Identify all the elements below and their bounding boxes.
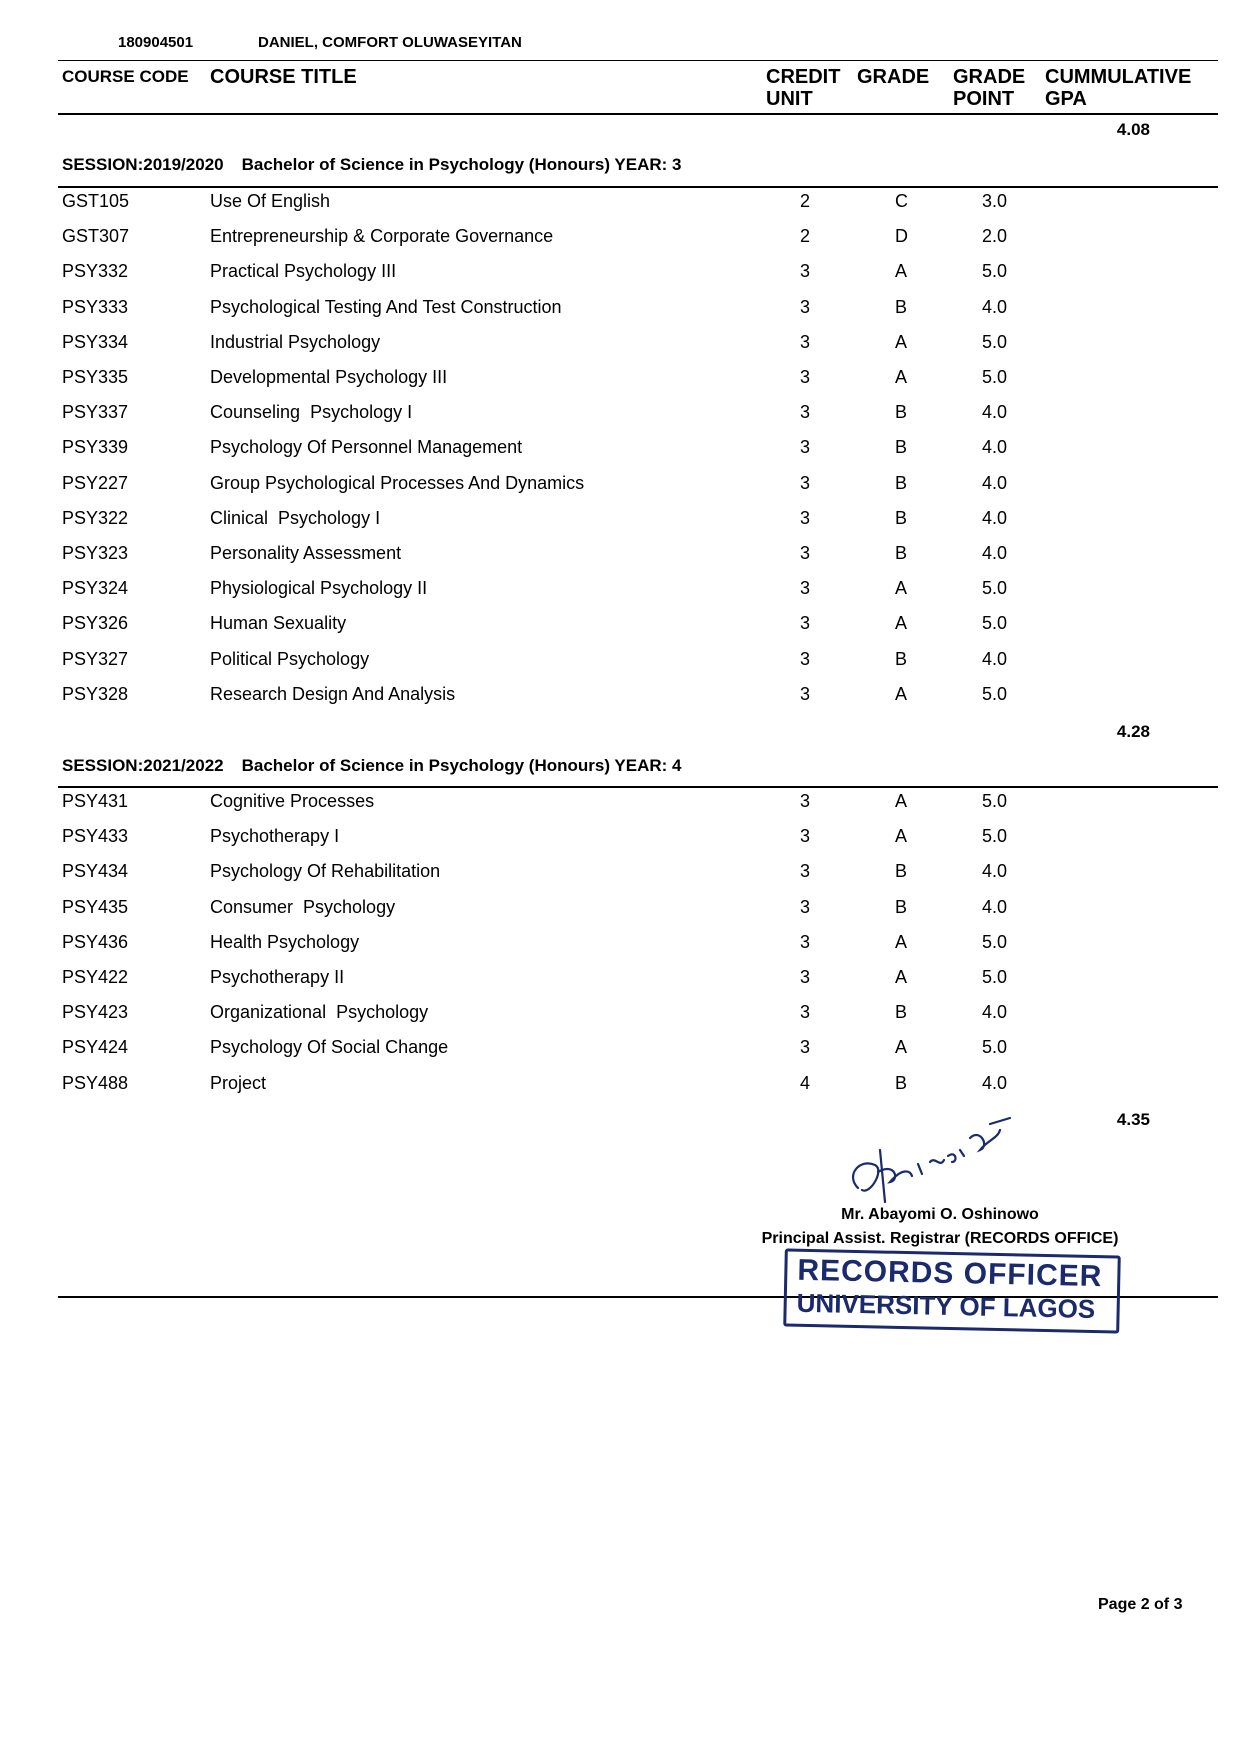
credit-unit: 3 bbox=[800, 367, 811, 387]
col-grade-point bbox=[953, 66, 1025, 110]
col-credit-line1: CREDIT bbox=[766, 66, 841, 88]
grade-point: 5.0 bbox=[982, 367, 1008, 387]
course-grade: B bbox=[895, 896, 908, 917]
course-title: Health Psychology bbox=[210, 931, 360, 952]
session-1-cgpa: 4.28 bbox=[1116, 722, 1150, 741]
course-row bbox=[0, 684, 1240, 712]
credit-unit: 3 bbox=[800, 296, 811, 317]
course-code: PSY424 bbox=[62, 1037, 129, 1058]
session-heading bbox=[62, 155, 682, 175]
course-code: PSY423 bbox=[62, 1002, 129, 1023]
credit-unit: 3 bbox=[800, 543, 811, 563]
course-title: Project bbox=[210, 1072, 267, 1093]
col-point-line2: POINT bbox=[953, 88, 1015, 110]
course-grade: B bbox=[895, 543, 908, 563]
signatory-name: Mr. Abayomi O. Oshinowo bbox=[841, 1206, 1039, 1223]
col-cgpa-line2: GPA bbox=[1045, 88, 1087, 110]
session-rule bbox=[58, 186, 1218, 188]
course-grade: A bbox=[895, 367, 908, 387]
course-code: PSY431 bbox=[62, 791, 129, 811]
col-course-title: COURSE TITLE bbox=[210, 66, 357, 88]
course-code: PSY334 bbox=[62, 331, 129, 352]
course-grade: A bbox=[895, 931, 908, 952]
credit-unit: 3 bbox=[800, 648, 811, 669]
page-number: Page 2 of 3 bbox=[1098, 1596, 1183, 1613]
grade-point: 4.0 bbox=[982, 402, 1008, 423]
course-code: PSY435 bbox=[62, 896, 129, 917]
course-grade: B bbox=[895, 437, 908, 458]
credit-unit: 2 bbox=[800, 226, 811, 247]
course-grade: D bbox=[895, 226, 908, 247]
grade-point: 4.0 bbox=[982, 1002, 1008, 1023]
course-row bbox=[0, 473, 1240, 501]
col-credit-unit bbox=[766, 66, 840, 110]
course-grade: B bbox=[895, 472, 908, 493]
credit-unit: 3 bbox=[800, 507, 811, 528]
course-grade: B bbox=[895, 507, 908, 528]
stamp-line1: RECORDS OFFICER bbox=[797, 1253, 1103, 1294]
course-title: Physiological Psychology II bbox=[210, 578, 428, 599]
course-code: PSY327 bbox=[62, 648, 129, 669]
course-row bbox=[0, 261, 1240, 289]
grade-point: 5.0 bbox=[982, 578, 1008, 599]
grade-point: 5.0 bbox=[982, 791, 1008, 811]
course-title: Psychology Of Rehabilitation bbox=[210, 861, 441, 882]
session-label: SESSION:2019/2020 bbox=[62, 155, 224, 174]
grade-point: 5.0 bbox=[982, 826, 1008, 847]
course-code: PSY339 bbox=[62, 437, 129, 458]
course-title: Psychological Testing And Test Construction bbox=[210, 296, 562, 317]
course-row bbox=[0, 367, 1240, 395]
credit-unit: 4 bbox=[800, 1072, 811, 1093]
grade-point: 4.0 bbox=[982, 543, 1008, 563]
grade-point: 5.0 bbox=[982, 331, 1008, 352]
course-row bbox=[0, 297, 1240, 325]
course-title: Cognitive Processes bbox=[210, 791, 375, 811]
session-label: SESSION:2021/2022 bbox=[62, 756, 224, 775]
course-code: PSY332 bbox=[62, 261, 129, 282]
course-grade: B bbox=[895, 1002, 908, 1023]
grade-point: 5.0 bbox=[982, 967, 1008, 987]
credit-unit: 3 bbox=[800, 1002, 811, 1023]
student-name: DANIEL, COMFORT OLUWASEYITAN bbox=[258, 34, 522, 51]
grade-point: 5.0 bbox=[982, 931, 1008, 952]
course-code: GST105 bbox=[62, 191, 130, 211]
course-code: PSY337 bbox=[62, 402, 129, 423]
course-title: Industrial Psychology bbox=[210, 331, 381, 352]
credit-unit: 3 bbox=[800, 1037, 811, 1058]
course-grade: A bbox=[895, 967, 908, 987]
course-row bbox=[0, 826, 1240, 854]
course-row bbox=[0, 897, 1240, 925]
grade-point: 5.0 bbox=[982, 683, 1008, 704]
credit-unit: 3 bbox=[800, 261, 811, 282]
course-grade: B bbox=[895, 648, 908, 669]
course-title: Human Sexuality bbox=[210, 613, 347, 634]
course-grade: A bbox=[895, 613, 908, 634]
session-heading bbox=[62, 756, 682, 776]
credit-unit: 3 bbox=[800, 683, 811, 704]
session-2-cgpa: 4.35 bbox=[1116, 1110, 1150, 1129]
course-grade: A bbox=[895, 331, 908, 352]
credit-unit: 3 bbox=[800, 931, 811, 952]
stamp-line2: UNIVERSITY OF LAGOS bbox=[796, 1287, 1096, 1324]
course-row bbox=[0, 861, 1240, 889]
course-code: PSY333 bbox=[62, 296, 129, 317]
col-cumulative-gpa bbox=[1045, 66, 1191, 110]
course-row bbox=[0, 932, 1240, 960]
session-programme: Bachelor of Science in Psychology (Honours) YEAR: 4 bbox=[241, 756, 682, 775]
course-code: PSY488 bbox=[62, 1072, 129, 1093]
credit-unit: 3 bbox=[800, 861, 811, 882]
course-title: Consumer Psychology bbox=[210, 896, 396, 917]
signatory-title: Principal Assist. Registrar (RECORDS OFFICE) bbox=[761, 1230, 1119, 1247]
course-title: Personality Assessment bbox=[210, 543, 402, 563]
student-id: 180904501 bbox=[118, 34, 194, 51]
course-grade: A bbox=[895, 1037, 908, 1058]
course-code: PSY323 bbox=[62, 543, 129, 563]
course-title: Counseling Psychology I bbox=[210, 402, 413, 423]
col-cgpa-line1: CUMMULATIVE bbox=[1045, 66, 1192, 88]
grade-point: 5.0 bbox=[982, 1037, 1008, 1058]
course-title: Political Psychology bbox=[210, 648, 370, 669]
course-row bbox=[0, 332, 1240, 360]
grade-point: 5.0 bbox=[982, 613, 1008, 634]
header-bottom-rule bbox=[58, 113, 1218, 115]
course-grade: A bbox=[895, 791, 908, 811]
grade-point: 4.0 bbox=[982, 896, 1008, 917]
course-row bbox=[0, 437, 1240, 465]
course-grade: C bbox=[895, 191, 908, 211]
course-code: PSY433 bbox=[62, 826, 129, 847]
credit-unit: 3 bbox=[800, 331, 811, 352]
session-programme: Bachelor of Science in Psychology (Honours) YEAR: 3 bbox=[241, 155, 682, 174]
course-row bbox=[0, 1002, 1240, 1030]
course-row bbox=[0, 791, 1240, 819]
grade-point: 4.0 bbox=[982, 507, 1008, 528]
credit-unit: 3 bbox=[800, 472, 811, 493]
credit-unit: 3 bbox=[800, 791, 811, 811]
col-grade: GRADE bbox=[857, 66, 930, 88]
credit-unit: 3 bbox=[800, 967, 811, 987]
course-code: PSY322 bbox=[62, 507, 129, 528]
header-top-rule bbox=[58, 60, 1218, 61]
course-grade: B bbox=[895, 296, 908, 317]
course-title: Psychotherapy I bbox=[210, 826, 340, 847]
credit-unit: 3 bbox=[800, 896, 811, 917]
course-code: PSY434 bbox=[62, 861, 129, 882]
grade-point: 4.0 bbox=[982, 437, 1008, 458]
grade-point: 4.0 bbox=[982, 296, 1008, 317]
course-row bbox=[0, 508, 1240, 536]
course-grade: A bbox=[895, 578, 908, 599]
course-code: PSY422 bbox=[62, 967, 129, 987]
credit-unit: 3 bbox=[800, 437, 811, 458]
records-officer-stamp bbox=[783, 1248, 1121, 1333]
course-title: Clinical Psychology I bbox=[210, 507, 381, 528]
opening-cgpa: 4.08 bbox=[1116, 120, 1150, 139]
course-code: GST307 bbox=[62, 226, 130, 247]
col-point-line1: GRADE bbox=[953, 66, 1026, 88]
course-code: PSY324 bbox=[62, 578, 129, 599]
course-row bbox=[0, 402, 1240, 430]
signature-image bbox=[840, 1110, 1040, 1210]
course-title: Psychotherapy II bbox=[210, 967, 345, 987]
course-title: Group Psychological Processes And Dynamics bbox=[210, 472, 585, 493]
col-course-code: COURSE CODE bbox=[62, 67, 189, 86]
course-row bbox=[0, 1037, 1240, 1065]
course-title: Psychology Of Personnel Management bbox=[210, 437, 523, 458]
col-credit-line2: UNIT bbox=[766, 88, 813, 110]
course-code: PSY328 bbox=[62, 683, 129, 704]
course-code: PSY335 bbox=[62, 367, 129, 387]
course-title: Entrepreneurship & Corporate Governance bbox=[210, 226, 554, 247]
credit-unit: 2 bbox=[800, 191, 811, 211]
course-code: PSY227 bbox=[62, 472, 129, 493]
session-rule bbox=[58, 786, 1218, 788]
grade-point: 4.0 bbox=[982, 1072, 1008, 1093]
course-title: Use Of English bbox=[210, 191, 331, 211]
grade-point: 2.0 bbox=[982, 226, 1008, 247]
credit-unit: 3 bbox=[800, 402, 811, 423]
course-code: PSY436 bbox=[62, 931, 129, 952]
course-row bbox=[0, 578, 1240, 606]
course-row bbox=[0, 613, 1240, 641]
course-grade: B bbox=[895, 402, 908, 423]
course-grade: A bbox=[895, 826, 908, 847]
course-grade: B bbox=[895, 1072, 908, 1093]
course-title: Research Design And Analysis bbox=[210, 683, 456, 704]
grade-point: 3.0 bbox=[982, 191, 1008, 211]
course-code: PSY326 bbox=[62, 613, 129, 634]
course-grade: A bbox=[895, 683, 908, 704]
course-row bbox=[0, 226, 1240, 254]
grade-point: 4.0 bbox=[982, 648, 1008, 669]
course-row bbox=[0, 191, 1240, 219]
course-title: Practical Psychology III bbox=[210, 261, 397, 282]
course-title: Organizational Psychology bbox=[210, 1002, 429, 1023]
grade-point: 4.0 bbox=[982, 861, 1008, 882]
course-row bbox=[0, 967, 1240, 995]
course-title: Developmental Psychology III bbox=[210, 367, 448, 387]
course-grade: B bbox=[895, 861, 908, 882]
credit-unit: 3 bbox=[800, 613, 811, 634]
course-row bbox=[0, 649, 1240, 677]
course-grade: A bbox=[895, 261, 908, 282]
course-row bbox=[0, 1073, 1240, 1101]
course-row bbox=[0, 543, 1240, 571]
credit-unit: 3 bbox=[800, 578, 811, 599]
course-title: Psychology Of Social Change bbox=[210, 1037, 449, 1058]
credit-unit: 3 bbox=[800, 826, 811, 847]
grade-point: 5.0 bbox=[982, 261, 1008, 282]
grade-point: 4.0 bbox=[982, 472, 1008, 493]
